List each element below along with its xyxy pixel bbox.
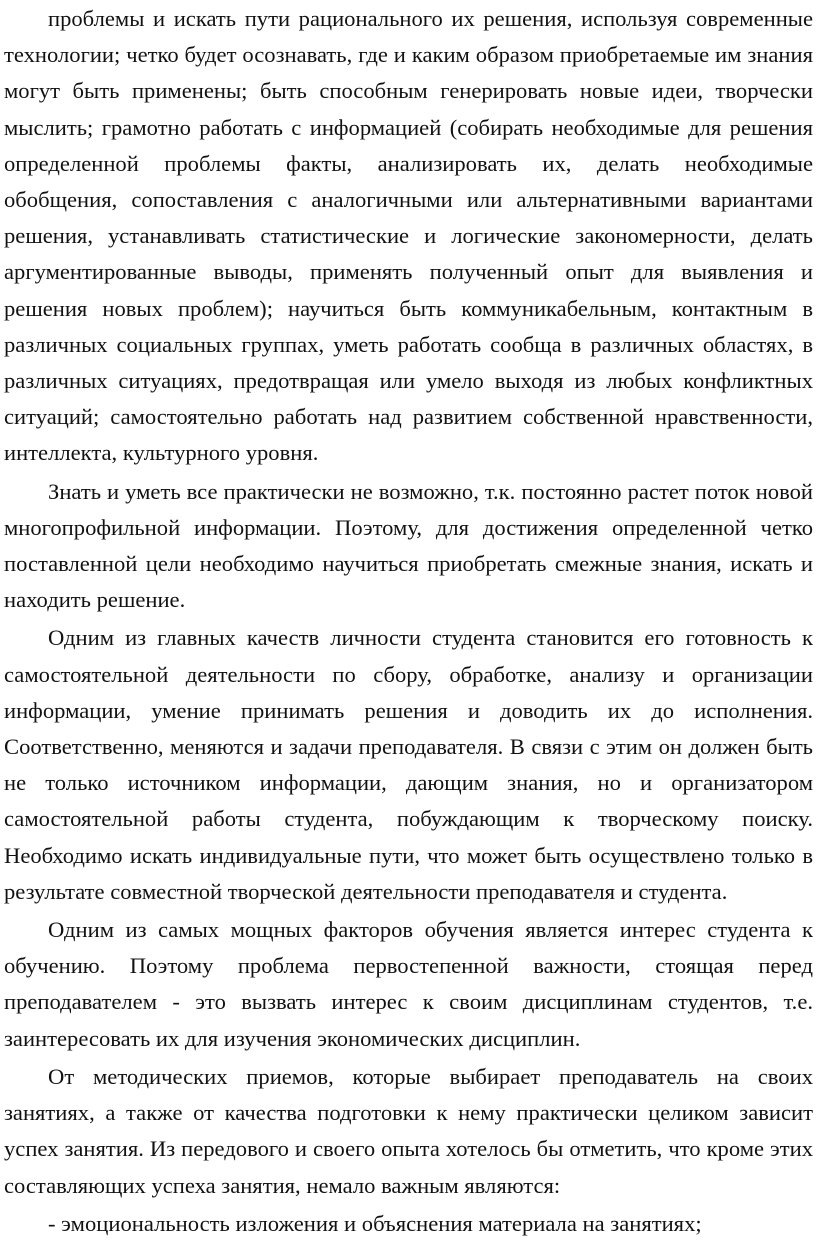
paragraph-knowledge-flow: Знать и уметь все практически не возможно, т.к. постоянно растет поток новой многопрофильной информации. Поэтому, для достижения определенной четко поставленной цели необходимо научиться приобретать смежные знания, искать и находить решение. <box>4 478 813 613</box>
paragraph-student-interest: Одним из самых мощных факторов обучения является интерес студента к обучению. Поэтому проблема первостепенной важности, стоящая перед преподавателем - это вызвать интерес к своим дисциплинам студентов, т.е. заинтересовать их для изучения экономических дисциплин. <box>4 917 813 1051</box>
list-item: - эмоциональность изложения и объяснения материала на занятиях; <box>48 1210 702 1236</box>
paragraph-continuation: проблемы и искать пути рационального их решения, используя современные технологии; четко будет осознавать, где и каким образом приобретаемые им знания могут быть применены; быть способным генерировать новые идеи, творчески мыслить; грамотно работать с информацией (собирать необходимые для решения определенной проблемы факты, анализировать их, делать необходимые обобщения, сопоставления с аналогичными или альтернативными вариантами решения, устанавливать статистические и логические закономерности, делать аргументированные выводы, применять полученный опыт для выявления и решения новых проблем); научиться быть коммуникабельным, контактным в различных социальных группах, уметь работать сообща в различных областях, в различных ситуациях, предотвращая или умело выходя из любых конфликтных ситуаций; самостоятельно работать над развитием собственной нравственности, интеллекта, культурного уровня. <box>4 6 813 466</box>
paragraph-student-qualities: Одним из главных качеств личности студента становится его готовность к самостоятельной деятельности по сбору, обработке, анализу и организации информации, умение принимать решения и доводить их до исполнения. Соответственно, меняются и задачи преподавателя. В связи с этим он должен быть не только источником информации, дающим знания, но и организатором самостоятельной работы студента, побуждающим к творческому поиску. Необходимо искать индивидуальные пути, что может быть осуществлено только в результате совместной творческой деятельности преподавателя и студента. <box>4 625 813 904</box>
paragraph-methodical-techniques: От методических приемов, которые выбирает преподаватель на своих занятиях, а также от качества подготовки к нему практически целиком зависит успех занятия. Из передового и своего опыта хотелось бы отметить, что кроме этих составляющих успеха занятия, немало важным являются: <box>4 1063 813 1198</box>
